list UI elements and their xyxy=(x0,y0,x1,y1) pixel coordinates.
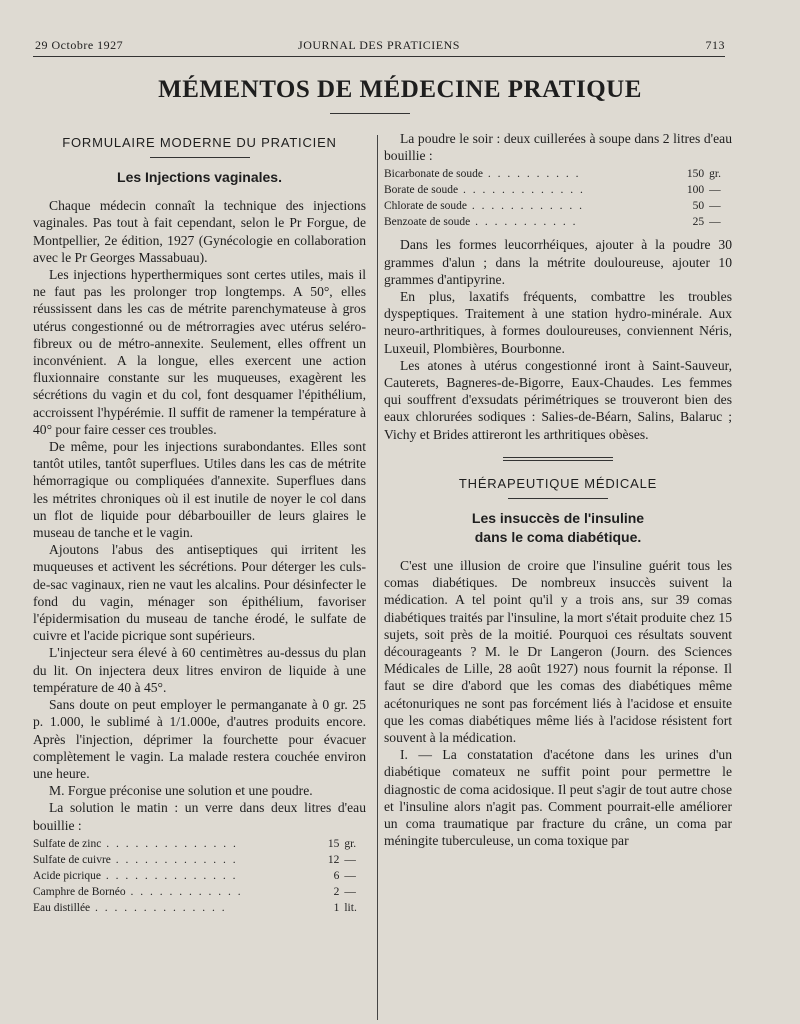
paragraph: L'injecteur sera élevé à 60 centimètres au-dessus du plan du lit. On injectera deux litres environ de liquide à une température de 40 à 45°. xyxy=(33,645,366,695)
recipe-row: Benzoate de soude . . . . . . . . . . . 25 — xyxy=(384,214,732,230)
paragraph: Sans doute on peut employer le permanganate à 0 gr. 25 p. 1.000, le sublimé à 1/1.000e, d'autres produits encore. Après l'injection, déprimer la fourchette pour évacuer complètement le vagin. La malade restera couchée environ une heure. xyxy=(33,697,366,781)
paragraph: M. Forgue préconise une solution et une poudre. xyxy=(49,783,313,799)
ingredient-name: Bicarbonate de soude xyxy=(384,168,483,181)
paragraph: Dans les formes leucorrhéiques, ajouter à la poudre 30 grammes d'alun ; dans la métrite douloureuse, ajouter 10 grammes d'antipyrine. xyxy=(384,237,732,287)
ingredient-unit: — xyxy=(709,184,721,197)
paragraph: La solution le matin : un verre dans deux litres d'eau bouillie : xyxy=(33,800,366,833)
article-title-insuline xyxy=(384,509,732,547)
section-rule xyxy=(508,498,608,499)
ingredient-name: Camphre de Bornéo xyxy=(33,885,126,898)
powder-recipe xyxy=(384,166,732,230)
ingredient-qty: 12 xyxy=(327,853,340,866)
ingredient-qty: 6 xyxy=(333,869,340,882)
recipe-row: Acide picrique . . . . . . . . . . . . . . 6 — xyxy=(33,868,366,884)
paragraph: Les injections hyperthermiques sont certes utiles, mais il ne faut pas les prolonger trop longtemps. A 50°, elles réussissent dans les cas de métrite parenchymateuse à gros utérus congestionné ou de métrorragies avec utérus seléro-fibreux ou de métro-annexite. Seulement, elles offrent un inconvénient. A la longue, elles exercent une action fluxionnaire constante sur les muqueuses, exagèrent les sécrétions du vagin et du col, font desquamer l'épithélium, accroissent l'hypérémie. Il suffit de ramener la température à 40° pour faire cesser ces troubles. xyxy=(33,267,366,437)
issue-date: 29 Octobre 1927 xyxy=(35,38,124,52)
ingredient-qty: 100 xyxy=(686,184,705,197)
ingredient-qty: 25 xyxy=(692,216,705,229)
ingredient-qty: 50 xyxy=(692,200,705,213)
recipe-row: Bicarbonate de soude . . . . . . . . . . 150 gr. xyxy=(384,166,732,182)
article-title-injections: Les Injections vaginales. xyxy=(117,169,282,186)
paragraph: Les atones à utérus congestionné iront à Saint-Sauveur, Cauterets, Bagneres-de-Bigorre, Eaux-Chaudes. Les femmes qui souffrent d'exsudats périmétriques se trouveront bien des eaux chlorurées sodiques : Salies-de-Béarn, Salins, Balaruc ; Vichy et Brides attireront les arthritiques obèses. xyxy=(384,357,732,442)
ingredient-unit: — xyxy=(344,869,356,882)
ingredient-name: Sulfate de zinc xyxy=(33,837,102,850)
ingredient-name: Chlorate de soude xyxy=(384,200,468,213)
section-title-therapeutique: THÉRAPEUTIQUE MÉDICALE xyxy=(458,475,658,491)
header-rule xyxy=(33,56,725,57)
ingredient-unit: — xyxy=(344,885,356,898)
paragraph: En plus, laxatifs fréquents, combattre les troubles dyspeptiques. Traitement à une station hydro-minérale. Aux neuro-arthritiques, à formes douloureuses, conviennent Néris, Luxeuil, Plombières, Bourbonne. xyxy=(384,289,732,356)
journal-name: JOURNAL DES PRATICIENS xyxy=(298,38,460,52)
section-title-formulaire: FORMULAIRE MODERNE DU PRATICIEN xyxy=(62,135,337,150)
page-title: MÉMENTOS DE MÉDECINE PRATIQUE xyxy=(158,76,642,103)
ingredient-unit: gr. xyxy=(344,837,357,850)
ingredient-unit: — xyxy=(344,853,356,866)
ingredient-unit: lit. xyxy=(344,901,357,914)
ingredient-name: Sulfate de cuivre xyxy=(33,853,111,866)
ingredient-qty: 1 xyxy=(333,901,340,914)
running-header xyxy=(33,38,725,56)
solution-recipe xyxy=(33,836,366,916)
ingredient-qty: 2 xyxy=(333,885,340,898)
column-divider xyxy=(377,135,378,1020)
article-title-line1: Les insuccès de l'insuline xyxy=(471,510,645,527)
recipe-row: Camphre de Bornéo . . . . . . . . . . . . 2 — xyxy=(33,884,366,900)
section-rule xyxy=(150,157,250,158)
article-title-line2: dans le coma diabétique. xyxy=(474,529,642,546)
ingredient-name: Borate de soude xyxy=(384,184,459,197)
paragraph: La poudre le soir : deux cuillerées à soupe dans 2 litres d'eau bouillie : xyxy=(384,131,732,164)
ingredient-name: Acide picrique xyxy=(33,869,102,882)
ingredient-unit: gr. xyxy=(709,168,721,181)
paragraph: C'est une illusion de croire que l'insuline guérit tous les comas diabétiques. De nombreux insuccès suivent la médication. A tel point qu'il y a trois ans, sur 39 comas diabétiques traités par l'insuline, la mort s'était produite chez 15 sujets, soit près de la moitié. Pourquoi ces résultats souvent décourageants ? M. le Dr Langeron (Journ. des Sciences Médicales de Lille, 28 août 1927) nous fournit la réponse. Il faut se dire d'abord que les comas des diabétiques même acétonuriques ne sont pas forcément liés à l'acidose et ensuite que les comas diabétiques même liés à l'acidose résistent fort souvent à la médication. xyxy=(384,558,732,746)
ingredient-qty: 15 xyxy=(327,837,340,850)
recipe-row: Sulfate de cuivre . . . . . . . . . . . . . 12 — xyxy=(33,852,366,868)
paragraph: Ajoutons l'abus des antiseptiques qui irritent les muqueuses et activent les sécrétions. Pour déterger les culs-de-sac vaginaux, rien ne vaut les alcalins. Pour désinfecter le fond du vagin, ménager son épithélium, favoriser l'épidermisation du museau de tanche érodé, le sulfate de cuivre et l'acide picrique sont supérieurs. xyxy=(33,542,366,644)
left-column xyxy=(33,130,366,922)
ingredient-qty: 150 xyxy=(686,168,705,181)
paragraph: Chaque médecin connaît la technique des injections vaginales. Pas tout à fait cependant, selon le Pr Forgue, de Montpellier, 2e édition, 1927 (Gynécologie en collaboration avec le Pr Georges Massabuau). xyxy=(33,198,366,265)
ingredient-unit: — xyxy=(709,216,721,229)
paragraph: De même, pour les injections surabondantes. Elles sont tantôt utiles, tantôt superflues. Utiles dans les cas de métrite hémorragique ou compliquées d'annexite. Superflues dans les métrites chroniques où il est inutile de noyer le col dans un flot de liquide pour débarbouiller de leurs glaires le museau de tanche et le vagin. xyxy=(33,439,366,541)
title-rule xyxy=(330,113,410,114)
recipe-row: Borate de soude . . . . . . . . . . . . . 100 — xyxy=(384,182,732,198)
recipe-row: Eau distillée . . . . . . . . . . . . . . 1 lit. xyxy=(33,900,366,916)
ingredient-name: Benzoate de soude xyxy=(384,216,471,229)
recipe-row: Chlorate de soude . . . . . . . . . . . . 50 — xyxy=(384,198,732,214)
recipe-row: Sulfate de zinc . . . . . . . . . . . . . . 15 gr. xyxy=(33,836,366,852)
right-column xyxy=(384,130,732,850)
section-separator xyxy=(503,457,613,461)
ingredient-name: Eau distillée xyxy=(33,901,91,914)
paragraph: I. — La constatation d'acétone dans les urines d'un diabétique comateux ne suffit point pour permettre le diagnostic de coma acidosique. Il peut s'agir de tout autre chose et l'insuline alors n'agit pas. Comment pourrait-elle améliorer un coma traumatique par fracture du crâne, un coma par méningite tuberculeuse, un coma toxique par xyxy=(384,747,732,849)
page-number: 713 xyxy=(705,38,725,52)
ingredient-unit: — xyxy=(709,200,721,213)
